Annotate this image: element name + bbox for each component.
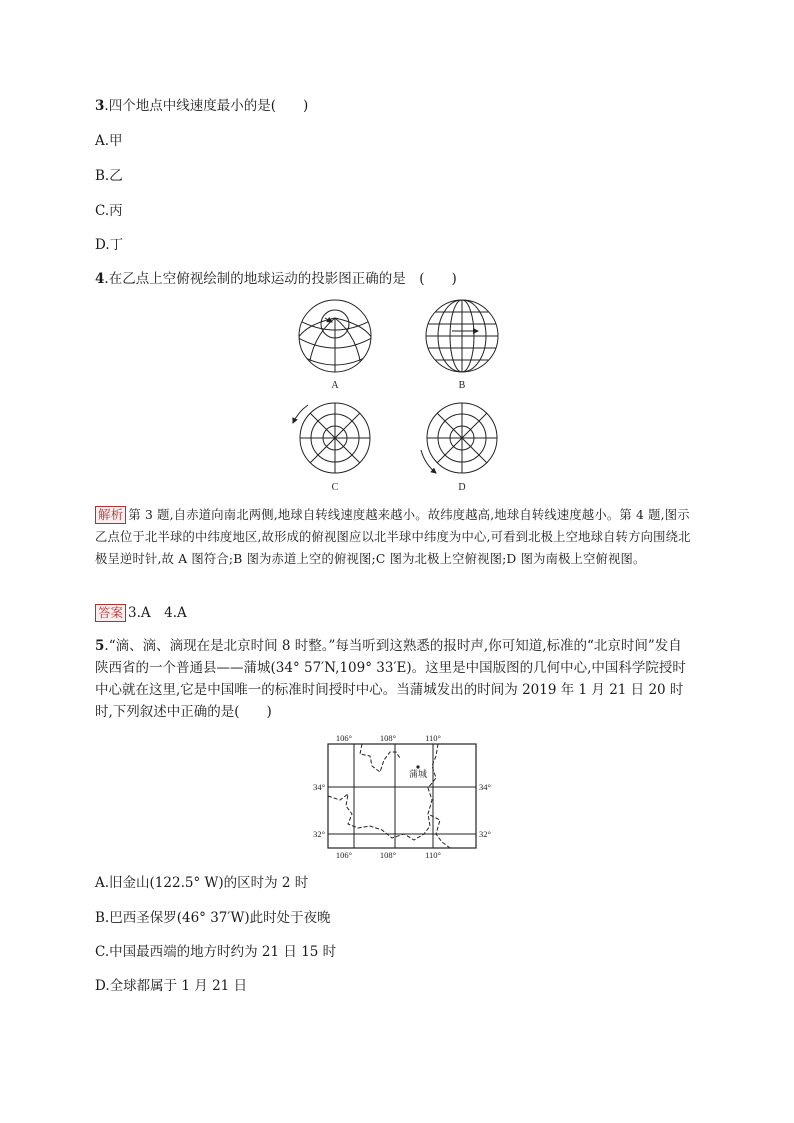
lat-right-32: 32° [479, 829, 491, 839]
globe-d [421, 403, 497, 473]
analysis-block [95, 504, 695, 570]
question-number: 3 [95, 98, 105, 114]
option-c: C.丙 [95, 203, 123, 219]
globe-label-c: C [331, 482, 339, 493]
question-text: .在乙点上空俯视绘制的地球运动的投影图正确的是 ( ) [104, 271, 457, 287]
analysis-text: 第 3 题,自赤道向南北两侧,地球自转线速度越来越小。故纬度越高,地球自转线速度越小。第 4 题,图示乙点位于北半球的中纬度地区,故形成的俯视图应以北半球中纬度为中心,可看到北极上空地球自转方向围绕北极呈逆时针,故 A 图符合;B 图为赤道上空的俯视图;C 图为北极上空俯视图;D 图为南极上空俯视图。 [95, 508, 691, 566]
question-text: .四个地点中线速度最小的是( ) [104, 98, 309, 114]
globe-projection-figure [290, 298, 510, 496]
lat-left-32: 32° [313, 829, 325, 839]
q5-option-d: D.全球都属于 1 月 21 日 [95, 978, 248, 994]
city-label: 蒲城 [408, 769, 428, 779]
globe-label-d: D [458, 482, 466, 493]
question-number: 4 [95, 271, 105, 287]
answer-block [95, 603, 187, 623]
globe-b [426, 300, 498, 372]
lon-bottom-110: 110° [425, 850, 441, 860]
globe-c [293, 403, 370, 473]
q5-option-c: C.中国最西端的地方时约为 21 日 15 时 [95, 944, 337, 960]
q5-option-a: A.旧金山(122.5° W)的区时为 2 时 [95, 875, 309, 891]
lon-bottom-108: 108° [379, 850, 397, 860]
lon-top-106: 106° [335, 733, 353, 743]
option-a: A.甲 [95, 133, 123, 149]
lon-bottom-106: 106° [335, 850, 353, 860]
answer-tag: 答案 [95, 604, 126, 622]
question-text: .“滴、滴、滴现在是北京时间 8 时整。”每当听到这熟悉的报时声,你可知道,标准的“北京时间”发自陕西省的一个普通县——蒲城(34° 57′N,109° 33′E)。这里是中国版图的几何中心,中国科学院授时中心就在这里,它是中国唯一的标准时间授时中心。当蒲城发出的时间为 2019 年 1 月 21 日 20 时时,下列叙述中正确的是( ) [95, 638, 686, 720]
q5-option-b: B.巴西圣保罗(46° 37′W)此时处于夜晚 [95, 910, 331, 926]
globe-a [294, 300, 376, 379]
lat-right-34: 34° [479, 782, 491, 792]
lon-top-108: 108° [379, 733, 397, 743]
question-4 [95, 269, 457, 289]
lon-top-110: 110° [425, 733, 441, 743]
lat-left-34: 34° [313, 782, 325, 792]
question-number: 5 [95, 638, 105, 654]
answer-text: 3.A 4.A [128, 605, 187, 621]
option-b: B.乙 [95, 168, 123, 184]
question-3 [95, 96, 308, 116]
option-d: D.丁 [95, 237, 124, 253]
globe-label-b: B [458, 380, 466, 391]
globe-label-a: A [331, 380, 339, 391]
analysis-tag: 解析 [95, 506, 126, 524]
pucheng-map [300, 730, 500, 862]
question-5 [95, 635, 695, 723]
